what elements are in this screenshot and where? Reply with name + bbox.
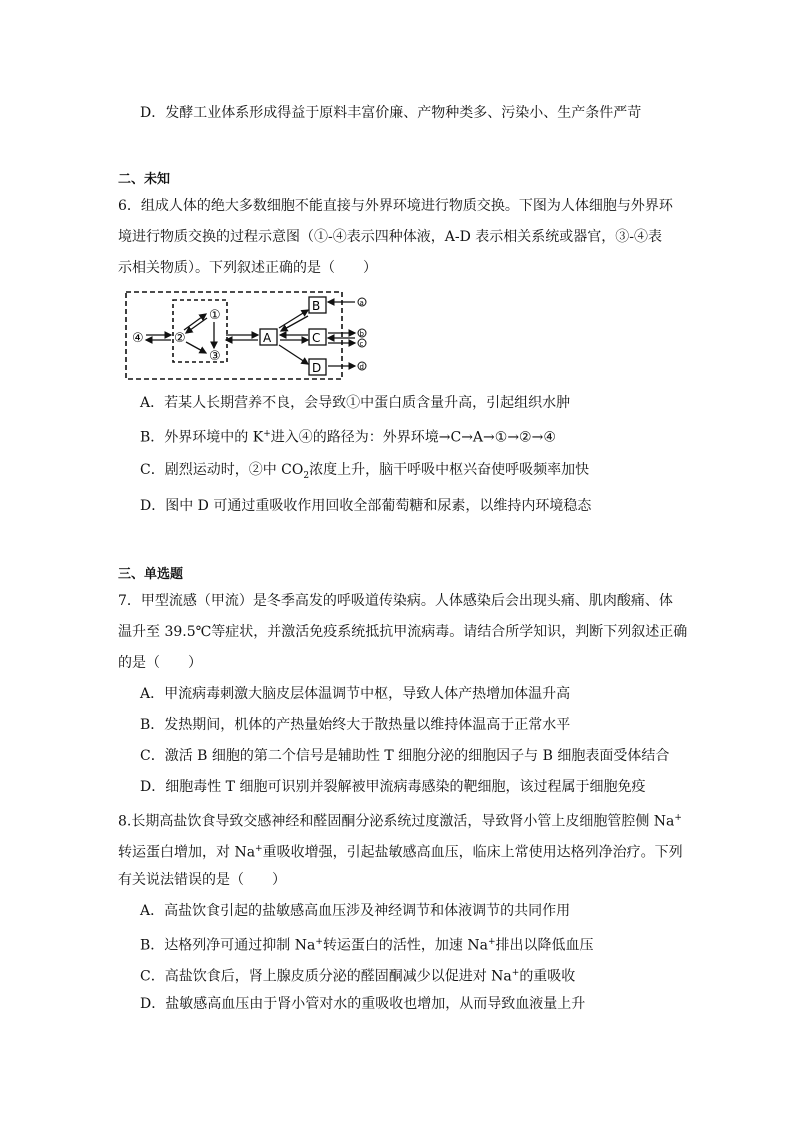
q7-stem-line1: 7．甲型流感（甲流）是冬季高发的呼吸道传染病。人体感染后会出现头痛、肌肉酸痛、体 [118,593,673,609]
q7-stem-line2: 温升至 39.5℃等症状，并激活免疫系统抵抗甲流病毒。请结合所学知识，判断下列叙述正确 [118,624,688,640]
q6-option-c: C．剧烈运动时，②中 $CO_2$浓度上升，脑干呼吸中枢兴奋使呼吸频率加快 [140,462,590,481]
node-3: ③ [209,349,221,364]
node-2: ② [174,331,186,346]
section-2-title: 二、未知 [118,172,171,187]
q7-option-c: C．激活 B 细胞的第二个信号是辅助性 T 细胞分泌的细胞因子与 B 细胞表面受体结合 [140,748,670,764]
label-B: B [312,299,321,313]
q6-option-d: D．图中 D 可通过重吸收作用回收全部葡萄糖和尿素，以维持内环境稳态 [140,498,592,514]
label-a: a [359,299,364,307]
q8-stem-line2: 转运蛋白增加，对 Na+重吸收增强，引起盐敏感高血压，临床上常使用达格列净治疗。下列 [118,844,683,861]
q8-stem-line1: 8.长期高盐饮食导致交感神经和醛固酮分泌系统过度激活，导致肾小管上皮细胞管腔侧 Na+ [118,813,682,830]
node-1: ① [209,308,221,323]
label-A: A [263,331,272,345]
q7-stem-line3: 的是（ ） [118,655,202,671]
q6-stem-line1: 6．组成人体的绝大多数细胞不能直接与外界环境进行物质交换。下图为人体细胞与外界环 [118,198,673,214]
q6-stem-line3: 示相关物质）。下列叙述正确的是（ ） [118,260,377,276]
q5-option-d: D．发酵工业体系形成得益于原料丰富价廉、产物种类多、污染小、生产条件严苛 [140,105,642,121]
q8-option-a: A．高盐饮食引起的盐敏感高血压涉及神经调节和体液调节的共同作用 [140,903,571,919]
q8-stem-line3: 有关说法错误的是（ ） [118,872,286,888]
q8-option-c: C．高盐饮食后，肾上腺皮质分泌的醛固酮减少以促进对 Na+的重吸收 [140,968,576,985]
section-3-title: 三、单选题 [118,567,184,582]
body-fluid-exchange-diagram [122,290,382,382]
q7-option-b: B．发热期间，机体的产热量始终大于散热量以维持体温高于正常水平 [140,717,571,733]
q6-stem-line2: 境进行物质交换的过程示意图（①-④表示四种体液，A-D 表示相关系统或器官，③-④表 [118,229,662,245]
label-b: b [359,330,364,338]
q6-option-a: A．若某人长期营养不良，会导致①中蛋白质含量升高，引起组织水肿 [140,395,571,411]
q6-option-b: B．外界环境中的 K+进入④的路径为：外界环境→C→A→①→②→④ [140,429,556,446]
label-d: d [359,363,364,371]
q8-option-d: D．盐敏感高血压由于肾小管对水的重吸收也增加，从而导致血液量上升 [140,996,586,1012]
q7-option-a: A．甲流病毒刺激大脑皮层体温调节中枢，导致人体产热增加体温升高 [140,686,571,702]
label-C: C [312,331,321,345]
label-D: D [312,361,322,375]
q8-option-b: B．达格列净可通过抑制 Na+转运蛋白的活性，加速 Na+排出以降低血压 [140,937,594,954]
label-c: c [359,340,364,348]
q7-option-d: D．细胞毒性 T 细胞可识别并裂解被甲流病毒感染的靶细胞，该过程属于细胞免疫 [140,779,646,795]
node-4: ④ [132,331,144,346]
